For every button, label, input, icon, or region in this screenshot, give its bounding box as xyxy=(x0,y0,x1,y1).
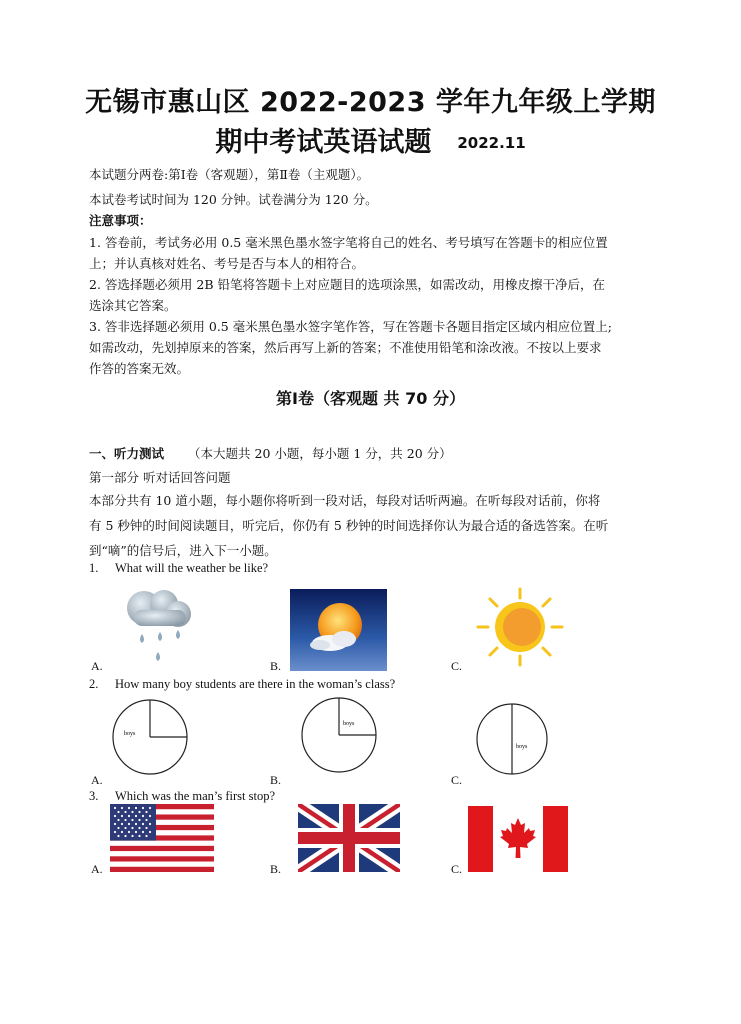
part1-instr-1: 本部分共有 10 道小题，每小题你将听到一段对话，每段对话听两遍。在听每段对话前，你将 xyxy=(89,493,601,508)
pie-chart-b xyxy=(299,695,379,775)
q2-option-a[interactable]: A. xyxy=(91,773,103,787)
exam-date: 2022.11 xyxy=(457,134,526,152)
uk-flag-icon xyxy=(298,804,400,872)
question-1-number: 1. xyxy=(89,561,99,575)
part1-heading-row xyxy=(89,443,669,464)
exam-subtitle-text: 期中考试英语试题 xyxy=(215,127,432,158)
notes-heading: 注意事项： xyxy=(89,213,152,228)
intro-line-2: 本试卷考试时间为 120 分钟。试卷满分为 120 分。 xyxy=(89,192,378,207)
us-flag-icon xyxy=(110,804,214,872)
pie-a-label: boys xyxy=(124,731,136,737)
question-3-text: Which was the man’s first stop? xyxy=(115,789,276,803)
q1-option-a[interactable]: A. xyxy=(91,659,103,673)
note-line-7: 作答的答案无效。 xyxy=(89,361,190,376)
q3-option-b[interactable]: B. xyxy=(270,862,282,876)
pie-b-label: boys xyxy=(343,721,355,727)
part1-instr-2: 有 5 秒钟的时间阅读题目，听完后，你仍有 5 秒钟的时间选择你认为最合适的备选答案。在听 xyxy=(89,518,609,533)
canada-flag-icon xyxy=(468,806,568,872)
pie-chart-c xyxy=(474,701,550,777)
exam-subtitle xyxy=(0,120,741,159)
note-line-3: 2. 答选择题必须用 2B 铅笔将答题卡上对应题目的选项涂黑，如需改动，用橡皮擦干净后，在 xyxy=(89,277,605,292)
section-title: 第Ⅰ卷（客观题 共 70 分） xyxy=(276,389,465,408)
q3-option-c[interactable]: C. xyxy=(451,862,463,876)
question-1-text: What will the weather be like? xyxy=(115,561,269,575)
question-3-number: 3. xyxy=(89,789,99,803)
question-2-number: 2. xyxy=(89,677,99,691)
part1-sub: 第一部分 听对话回答问题 xyxy=(89,470,231,485)
question-3 xyxy=(89,789,275,804)
q2-option-c[interactable]: C. xyxy=(451,773,463,787)
question-2 xyxy=(89,677,395,692)
note-line-6: 如需改动，先划掉原来的答案，然后再写上新的答案；不准使用铅笔和涂改液。不按以上要求 xyxy=(89,340,602,355)
pie-c-label: boys xyxy=(516,744,528,750)
intro-line-1: 本试题分两卷:第Ⅰ卷（客观题），第Ⅱ卷（主观题）。 xyxy=(89,167,370,182)
part1-heading: 一、听力测试 xyxy=(89,446,165,461)
rain-cloud-icon xyxy=(120,584,196,668)
part1-desc: （本大题共 20 小题，每小题 1 分，共 20 分） xyxy=(188,446,452,461)
note-line-4: 选涂其它答案。 xyxy=(89,298,177,313)
sun-icon xyxy=(474,587,566,667)
q2-option-b[interactable]: B. xyxy=(270,773,282,787)
note-line-5: 3. 答非选择题必须用 0.5 毫米黑色墨水签字笔作答，写在答题卡各题目指定区域内相应位置上; xyxy=(89,319,612,334)
sun-behind-cloud-icon xyxy=(290,589,387,671)
part1-instr-3: 到“嘀”的信号后，进入下一小题。 xyxy=(89,543,277,558)
q1-option-b[interactable]: B. xyxy=(270,659,282,673)
question-1 xyxy=(89,561,268,576)
pie-chart-a xyxy=(110,697,190,777)
exam-title: 无锡市惠山区 2022-2023 学年九年级上学期 xyxy=(85,87,656,118)
note-line-1: 1. 答卷前，考试务必用 0.5 毫米黑色墨水签字笔将自己的姓名、考号填写在答题卡的相应位置 xyxy=(89,235,608,250)
q3-option-a[interactable]: A. xyxy=(91,862,103,876)
q1-option-c[interactable]: C. xyxy=(451,659,463,673)
question-2-text: How many boy students are there in the woman’s class? xyxy=(115,677,396,691)
note-line-2: 上；并认真核对姓名、考号是否与本人的相符合。 xyxy=(89,256,365,271)
